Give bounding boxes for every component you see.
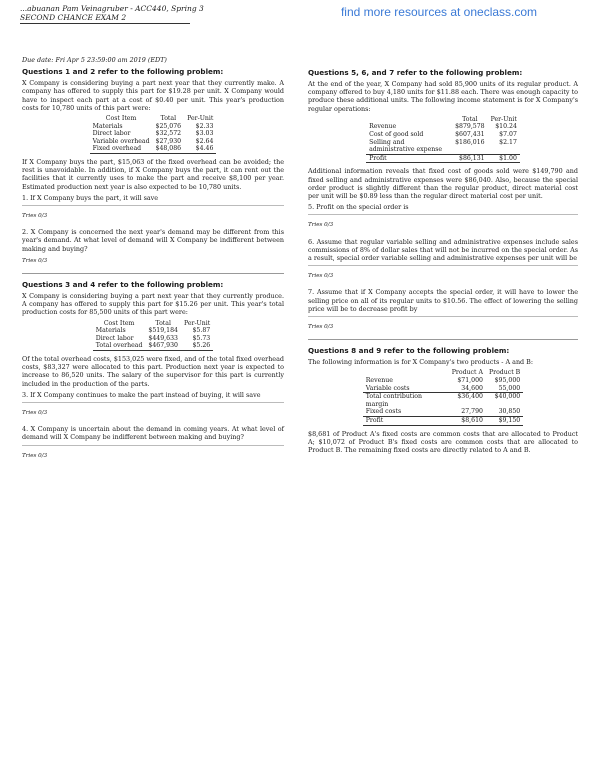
tries-note: Tries 0/3 (22, 257, 48, 264)
tries-note: Tries 0/3 (308, 273, 334, 280)
table-row (93, 335, 213, 343)
q567-after: Additional information reveals that fixed cost of goods sold were $149,790 and fixed selling and administrative expenses were $86,040. Also, because the special order product is slightly different than the regular product, direct material cost per unit will be $0.89 less than the regular direct material cost per unit. (308, 167, 578, 200)
document-header (20, 4, 280, 24)
answer-line (308, 265, 578, 266)
question-3: 3. If X Company continues to make the part instead of buying, it will save (22, 390, 261, 399)
answer-line (308, 214, 578, 215)
table-row (363, 377, 523, 385)
table-cell: Revenue (365, 377, 393, 385)
table-header: Total (462, 115, 478, 123)
q34-heading: Questions 3 and 4 refer to the following problem: (22, 280, 224, 290)
question-4: 4. X Company is uncertain about the demand in coming years. At what level of demand will X Company be indifferent between making and buying? (22, 425, 284, 442)
table-cell: $5.26 (181, 342, 213, 350)
table-header: Cost Item (105, 115, 137, 123)
table-row (93, 342, 213, 350)
answer-line (22, 205, 284, 206)
table-cell: $2.33 (195, 122, 214, 130)
question-2: 2. X Company is concerned the next year's demand may be different from this year's demand. At what level of demand will X Company be indifferent between making and buying? (22, 228, 284, 253)
question-7: 7. Assume that if X Company accepts the special order, it will have to lower the selling price on all of its regular units to $10.56. The effect of lowering the selling price will be to decrease profit by (308, 288, 578, 313)
tries-note: Tries 0/3 (308, 222, 334, 229)
table-cell: Materials (95, 327, 126, 335)
table-cell: Profit (363, 416, 449, 425)
banner-link[interactable]: find more resources at oneclass.com (340, 5, 538, 19)
table-cell: Variable overhead (92, 137, 150, 145)
question-6: 6. Assume that regular variable selling and administrative expenses include sales commissions of 8% of dollar sales that will not be incurred on the special order. As a result, special order variable selling and administrative expenses per unit will be (308, 237, 578, 262)
table-cell: Total overhead (93, 342, 146, 350)
table-cell: 30,850 (486, 408, 523, 416)
table-cell: $5.73 (192, 334, 211, 342)
course-line: ...abuanan Pam Veinagruber - ACC440, Spring 3 (20, 4, 204, 13)
right-column (308, 65, 578, 457)
table-row (363, 408, 523, 416)
table-cell: 34,600 (449, 385, 486, 393)
q89-intro: The following information is for X Company's two products - A and B: (308, 358, 534, 367)
table-cell: Total contribution margin (365, 393, 422, 408)
table-cell: $86,131 (452, 154, 488, 163)
due-date: Due date: Fri Apr 5 23:59:00 am 2019 (EDT) (22, 56, 167, 64)
q567-heading: Questions 5, 6, and 7 refer to the following problem: (308, 68, 523, 77)
table-header: Per-Unit (187, 115, 214, 123)
table-header: Per-Unit (183, 319, 211, 327)
table-cell: $95,000 (494, 377, 521, 385)
table-header: Per-Unit (490, 115, 517, 123)
table-header: Total (155, 319, 171, 327)
table-cell: 55,000 (486, 385, 523, 393)
table-header: Cost Item (103, 319, 135, 327)
table-cell: $71,000 (457, 377, 483, 385)
resource-banner[interactable] (289, 3, 589, 21)
table-row (366, 154, 520, 163)
section-divider (22, 273, 284, 274)
table-cell: $27,930 (155, 137, 182, 145)
q89-heading: Questions 8 and 9 refer to the following problem: (308, 346, 510, 356)
table-header (366, 116, 452, 124)
table-row (363, 416, 523, 425)
q89-after: $8,681 of Product A's fixed costs are common costs that are allocated to Product A; $10,072 of Product B's fixed costs are common costs that are allocated to Product B. The remaining fixed costs are directly related to A and B. (308, 429, 578, 454)
table-header: Product B (488, 369, 521, 377)
table-cell: Fixed overhead (90, 145, 153, 153)
tries-note: Tries 0/3 (22, 452, 48, 459)
question-1: 1. If X Company buys the part, it will save (22, 193, 159, 202)
table-row (366, 139, 520, 155)
table-cell: $8,610 (449, 416, 486, 425)
table-cell: $519,184 (148, 327, 178, 335)
table-cell: $36,400 (457, 393, 483, 401)
table-header: Product A (451, 369, 483, 377)
header-rule (20, 23, 190, 24)
table-cell: $7.07 (499, 131, 517, 138)
q34-after: Of the total overhead costs, $153,025 were fixed, and of the total fixed overhead costs, $83,327 were allocated to this part. Production next year is expected to increase to 86,520 units. The salary of the supervisor for this part is currently included in the production of the parts. (22, 355, 284, 388)
left-column (22, 56, 284, 468)
table-cell: $3.03 (195, 130, 214, 138)
table-row (90, 138, 217, 146)
tries-note: Tries 0/3 (308, 324, 334, 331)
table-cell: $25,076 (155, 122, 182, 130)
tries-note: Tries 0/3 (22, 213, 48, 219)
table-cell: $4.46 (184, 145, 216, 153)
table-cell: Variable costs (363, 385, 449, 393)
table-row (366, 123, 520, 131)
table-cell: $2.17 (488, 139, 520, 155)
table-cell: $879,578 (455, 123, 485, 131)
tries-note: Tries 0/3 (22, 410, 48, 417)
table-cell: $40,000 (494, 393, 521, 401)
table-header: Total (160, 115, 177, 123)
table-cell: $186,016 (452, 139, 488, 155)
table-cell: $449,633 (148, 334, 178, 342)
q12-heading: Questions 1 and 2 refer to the following problem: (22, 67, 224, 77)
q34-intro: X Company is considering buying a part next year that they currently produce. A company has offered to supply this part for $15.26 per unit. This year's total production costs for 85,500 units of this part were: (22, 292, 284, 317)
table-row (90, 130, 217, 138)
table-cell: Materials (92, 122, 123, 130)
table-cell: 27,790 (449, 408, 486, 416)
table-cell: $1.00 (488, 154, 520, 163)
product-table (363, 369, 523, 425)
table-row (90, 123, 217, 131)
table-cell: Cost of good sold (369, 131, 424, 138)
table-row (93, 327, 213, 335)
q567-intro: At the end of the year, X Company had sold 85,900 units of its regular product. A company offered to buy 4,180 units for $11.88 each. There was enough capacity to produce these additional units. The following income statement is for X Company's regular operations: (308, 80, 578, 113)
table-row (363, 393, 523, 409)
income-statement-table (366, 116, 520, 164)
table-row (90, 145, 217, 153)
table-cell: Profit (366, 154, 452, 163)
table-cell: $32,572 (155, 130, 182, 138)
section-divider (308, 339, 578, 340)
table-header (363, 369, 449, 377)
answer-line (22, 402, 284, 403)
table-cell: $9,150 (486, 416, 523, 425)
q12-cost-table (90, 115, 217, 154)
q34-cost-table (93, 320, 213, 351)
table-cell: Selling and administrative expense (366, 139, 452, 155)
q12-after: If X Company buys the part, $15,063 of the fixed overhead can be avoided; the rest is unavoidable. In addition, if X Company buys the part, it can rent out the facilities that it currently uses to make the part and receive $8,100 per year. Estimated production next year is also expected to be 10,780 units. (22, 157, 284, 191)
table-cell: Revenue (369, 123, 397, 131)
table-cell: $10.24 (495, 123, 517, 131)
q12-intro: X Company is considering buying a part next year that they currently make. A company has offered to supply this part for $19.28 per unit. X Company would have to inspect each part at a cost of $0.40 per unit. This year's production costs for 10,780 units of this part were: (22, 79, 284, 112)
table-cell: $48,086 (153, 145, 185, 153)
exam-title: SECOND CHANCE EXAM 2 (20, 13, 127, 22)
answer-line (22, 445, 284, 446)
table-cell: Direct labor (92, 130, 131, 138)
answer-line (308, 316, 578, 317)
table-cell: $5.87 (192, 327, 211, 335)
table-row (363, 385, 523, 393)
table-row (366, 131, 520, 139)
table-cell: $607,431 (455, 131, 485, 138)
table-cell: Direct labor (95, 334, 134, 342)
table-cell: $2.64 (195, 137, 214, 145)
table-cell: Fixed costs (363, 408, 449, 416)
table-cell: $467,930 (145, 342, 181, 350)
question-5: 5. Profit on the special order is (308, 203, 409, 212)
